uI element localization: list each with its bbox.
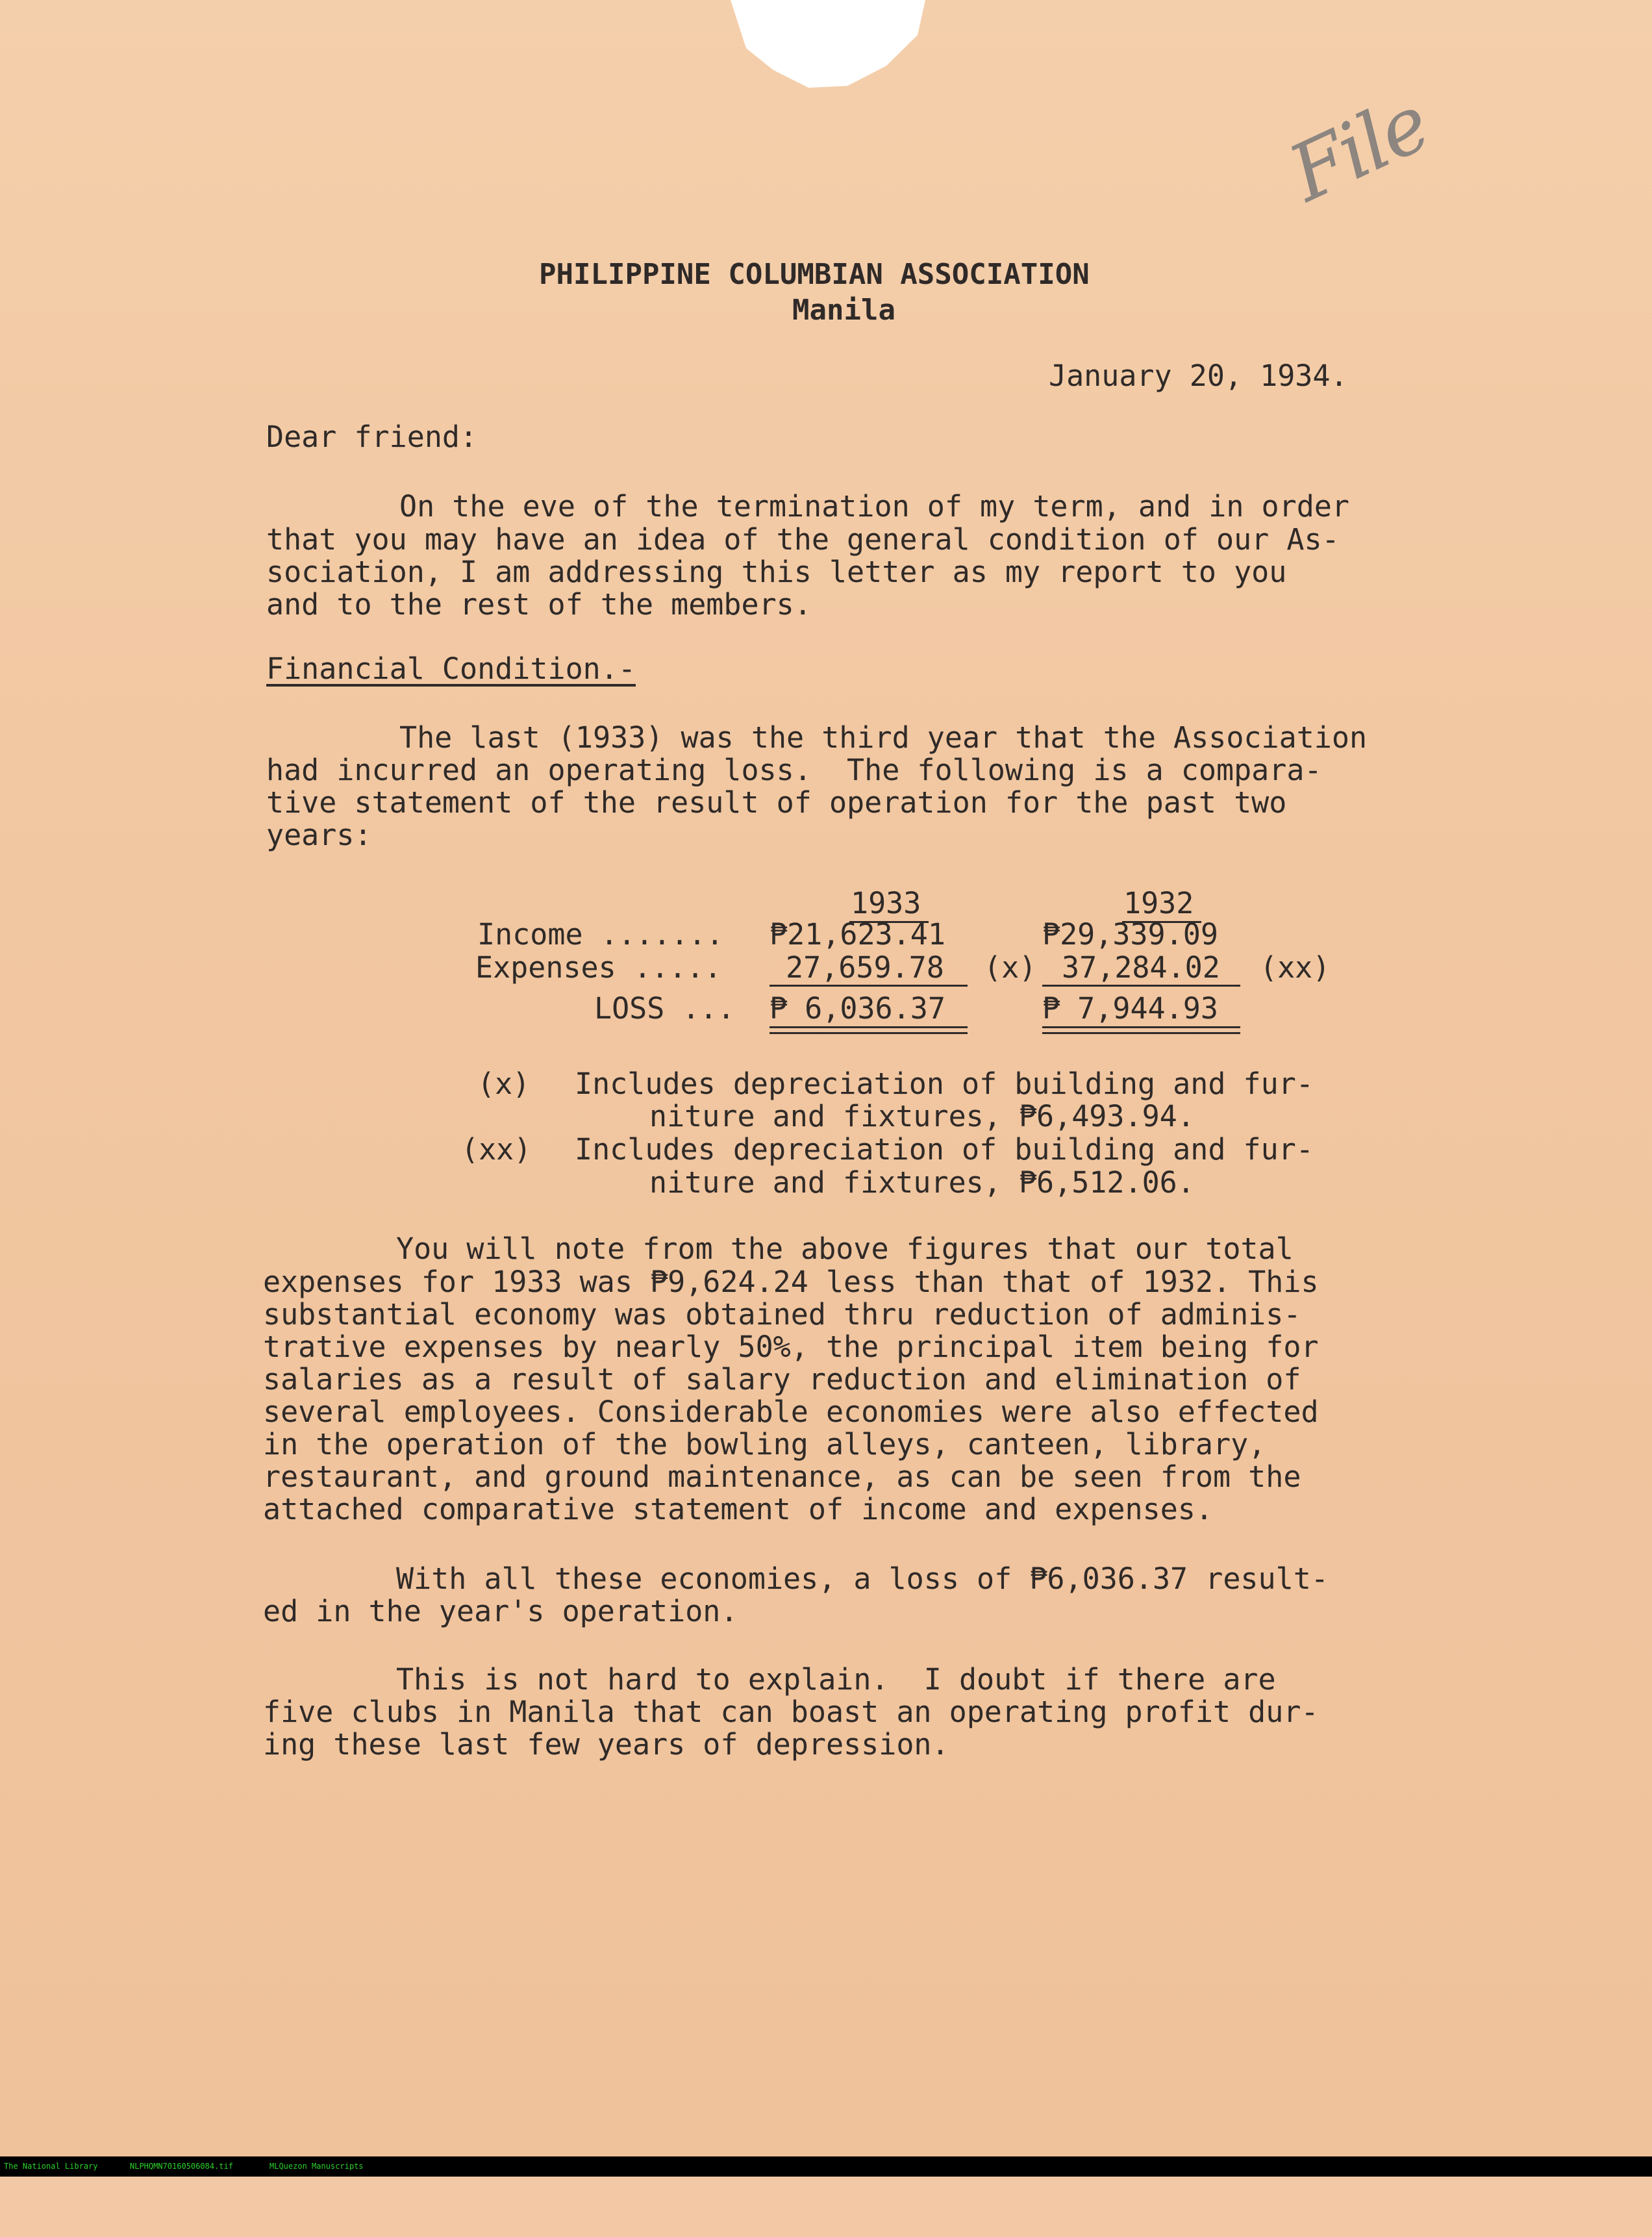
footer-collection: MLQuezon Manuscripts — [269, 2162, 364, 2171]
para3-line: With all these economies, a loss of ₱6,036.37 result- — [396, 1561, 1329, 1596]
income-1933: ₱21,623.41 — [770, 917, 945, 952]
loss-double-rule-1932-a — [1042, 1026, 1240, 1028]
note-marker-xx: (xx) — [1260, 950, 1331, 985]
letter-date: January 20, 1934. — [1049, 359, 1348, 393]
intro-line: that you may have an idea of the general condition of our As- — [266, 522, 1340, 557]
org-city: Manila — [792, 294, 895, 327]
para2-line: trative expenses by nearly 50%, the principal item being for — [263, 1330, 1319, 1364]
intro-line: sociation, I am addressing this letter as my report to you — [266, 555, 1287, 589]
loss-label: LOSS ... — [594, 991, 735, 1026]
org-name: PHILIPPINE COLUMBIAN ASSOCIATION — [539, 258, 1090, 291]
para2-line: attached comparative statement of income and expenses. — [263, 1492, 1213, 1526]
para2-line: in the operation of the bowling alleys, canteen, library, — [263, 1427, 1266, 1461]
para1-line: had incurred an operating loss. The following is a compara- — [266, 753, 1322, 787]
loss-double-rule-1933-a — [770, 1026, 968, 1028]
income-1932: ₱29,339.09 — [1042, 917, 1218, 952]
loss-double-rule-1932-b — [1042, 1032, 1240, 1034]
para2-line: You will note from the above figures that our total — [396, 1232, 1294, 1266]
para1-line: tive statement of the result of operation for the past two — [266, 785, 1287, 820]
note-marker-x: (x) — [984, 950, 1037, 985]
footnote-line: niture and fixtures, ₱6,493.94. — [649, 1099, 1195, 1133]
expenses-rule-1932 — [1042, 985, 1240, 987]
loss-1933: ₱ 6,036.37 — [770, 991, 945, 1026]
para1-line: years: — [266, 818, 372, 852]
para2-line: salaries as a result of salary reduction and elimination of — [263, 1362, 1301, 1397]
income-label: Income ....... — [477, 917, 724, 952]
para4-line: This is not hard to explain. I doubt if there are — [396, 1662, 1276, 1697]
footnote-line: Includes depreciation of building and fur- — [575, 1067, 1314, 1101]
para3-line: ed in the year's operation. — [263, 1594, 738, 1628]
footer-library: The National Library — [4, 2162, 98, 2171]
col-header-1932: 1932 — [1123, 886, 1194, 920]
para2-line: substantial economy was obtained thru reduction of adminis- — [263, 1297, 1301, 1332]
footnote-marker: (xx) — [461, 1132, 532, 1167]
expenses-rule-1933 — [770, 985, 968, 987]
col-header-1933: 1933 — [851, 886, 921, 920]
footnote-marker: (x) — [477, 1067, 531, 1101]
torn-edge — [731, 0, 925, 88]
para2-line: expenses for 1933 was ₱9,624.24 less than that of 1932. This — [263, 1265, 1319, 1299]
section-heading: Financial Condition.- — [266, 651, 636, 686]
footnote-line: Includes depreciation of building and fur- — [575, 1132, 1314, 1167]
scan-footer — [0, 2156, 1652, 2177]
footer-file: NLPHQMN70160506084.tif — [130, 2162, 233, 2171]
para2-line: restaurant, and ground maintenance, as can be seen from the — [263, 1460, 1301, 1494]
intro-line: and to the rest of the members. — [266, 587, 812, 622]
expenses-1933: 27,659.78 — [786, 950, 944, 985]
para4-line: five clubs in Manila that can boast an operating profit dur- — [263, 1695, 1319, 1729]
loss-1932: ₱ 7,944.93 — [1042, 991, 1218, 1026]
handwritten-file-note: File — [1276, 79, 1442, 220]
footnote-line: niture and fixtures, ₱6,512.06. — [649, 1165, 1195, 1200]
expenses-label: Expenses ..... — [475, 950, 722, 985]
intro-line: On the eve of the termination of my term, and in order — [399, 489, 1349, 524]
expenses-1932: 37,284.02 — [1062, 950, 1220, 985]
para2-line: several employees. Considerable economies were also effected — [263, 1395, 1319, 1429]
para4-line: ing these last few years of depression. — [263, 1727, 949, 1762]
loss-double-rule-1933-b — [770, 1032, 968, 1034]
salutation: Dear friend: — [266, 420, 478, 454]
para1-line: The last (1933) was the third year that the Association — [399, 720, 1368, 755]
